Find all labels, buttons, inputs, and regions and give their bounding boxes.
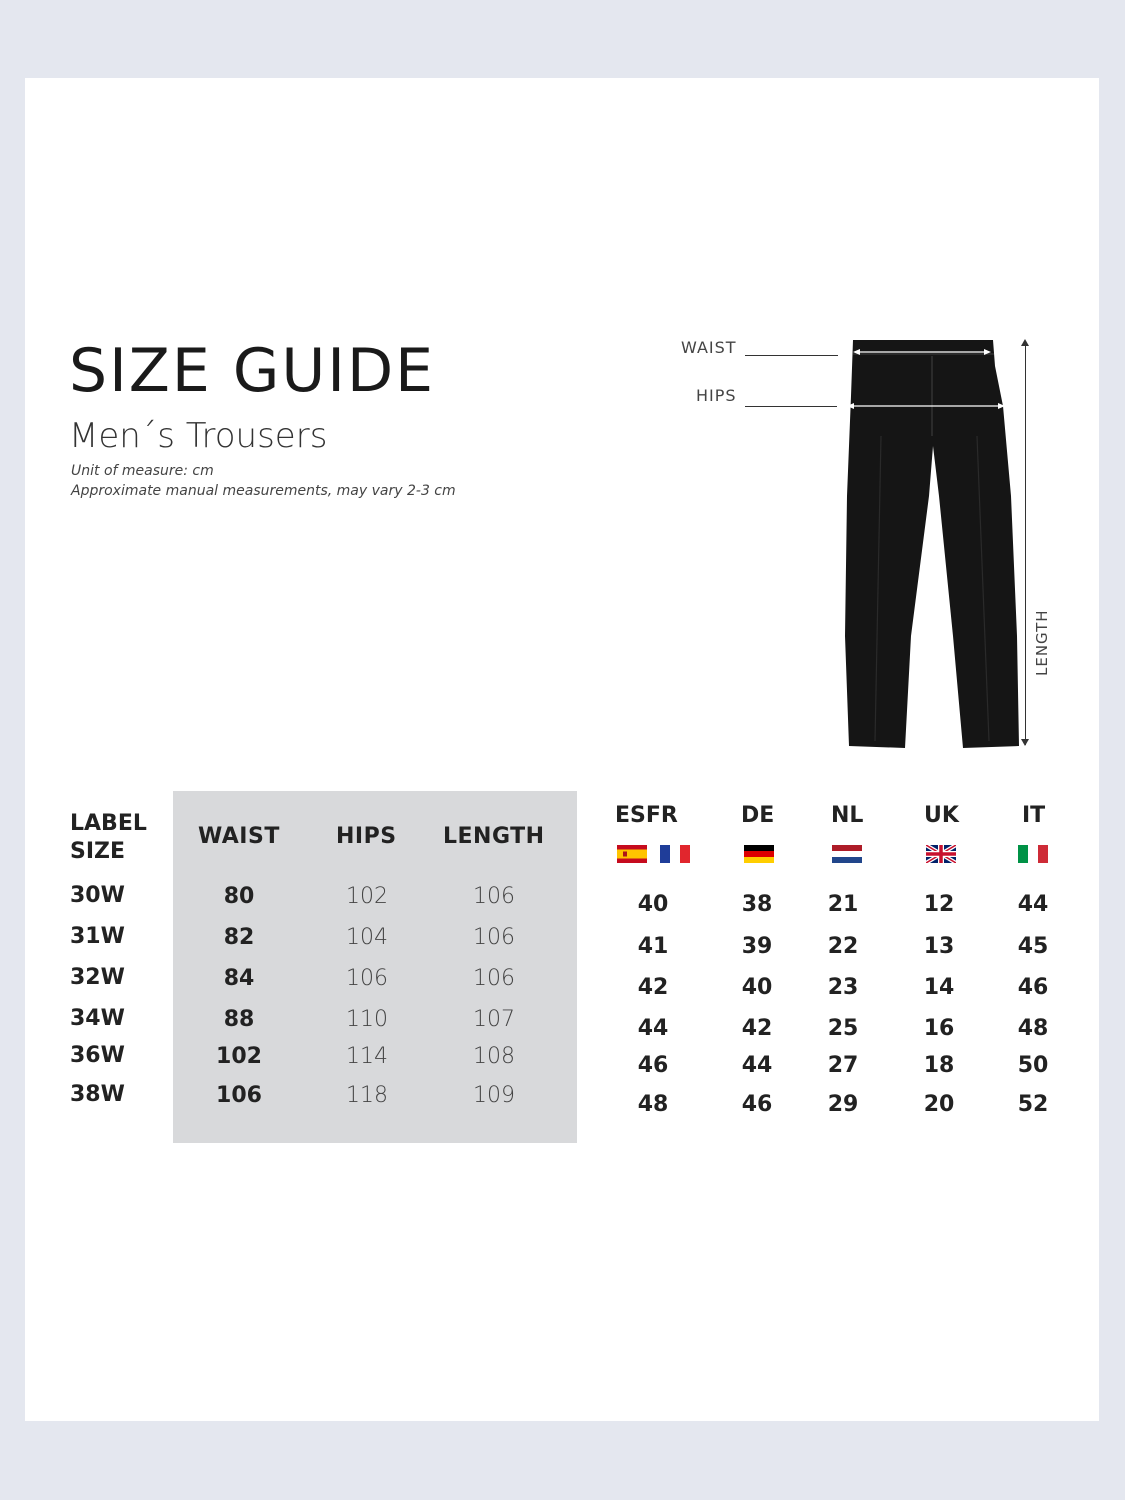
uk-flag-icon	[926, 845, 956, 863]
header-waist: WAIST	[198, 824, 280, 849]
row-label-32w: 32W	[70, 965, 125, 990]
cell-length: 106	[473, 925, 515, 950]
size-guide-card	[25, 78, 1099, 1421]
length-arrow-down-icon	[1021, 739, 1029, 746]
conv-cell-nl: 27	[827, 1053, 859, 1078]
conv-cell-de: 39	[741, 934, 773, 959]
conv-cell-esfr: 40	[637, 892, 669, 917]
cell-waist: 80	[223, 884, 255, 909]
conv-cell-it: 45	[1017, 934, 1049, 959]
conv-cell-uk: 20	[923, 1092, 955, 1117]
netherlands-flag-icon	[832, 845, 862, 863]
row-label-31w: 31W	[70, 924, 125, 949]
cell-waist: 88	[223, 1007, 255, 1032]
header-uk: UK	[924, 803, 959, 828]
cell-waist: 84	[223, 966, 255, 991]
conv-cell-it: 52	[1017, 1092, 1049, 1117]
conv-cell-de: 44	[741, 1053, 773, 1078]
header-de: DE	[741, 803, 775, 828]
page-subtitle: Men´s Trousers	[69, 416, 328, 456]
conv-cell-uk: 18	[923, 1053, 955, 1078]
row-label-36w: 36W	[70, 1043, 125, 1068]
conv-cell-nl: 25	[827, 1016, 859, 1041]
conv-cell-esfr: 48	[637, 1092, 669, 1117]
conv-cell-it: 46	[1017, 975, 1049, 1000]
unit-note: Unit of measure: cm	[71, 463, 214, 479]
hips-label: HIPS	[696, 386, 737, 405]
cell-length: 108	[473, 1044, 515, 1069]
length-label: LENGTH	[1033, 609, 1051, 676]
header-hips: HIPS	[336, 824, 397, 849]
row-label-30w: 30W	[70, 883, 125, 908]
conv-cell-esfr: 46	[637, 1053, 669, 1078]
page-title: SIZE GUIDE	[69, 336, 436, 406]
conv-cell-de: 38	[741, 892, 773, 917]
cell-length: 109	[473, 1083, 515, 1108]
waist-label: WAIST	[681, 338, 737, 357]
germany-flag-icon	[744, 845, 774, 863]
cell-waist: 82	[223, 925, 255, 950]
conv-cell-it: 44	[1017, 892, 1049, 917]
italy-flag-icon	[1018, 845, 1048, 863]
spain-flag-icon	[617, 845, 647, 863]
conv-cell-de: 42	[741, 1016, 773, 1041]
cell-hips: 118	[346, 1083, 388, 1108]
hips-leader-line	[745, 406, 837, 407]
cell-length: 106	[473, 966, 515, 991]
conv-cell-it: 48	[1017, 1016, 1049, 1041]
hips-arrow-left	[847, 403, 854, 409]
cell-hips: 102	[346, 884, 388, 909]
header-it: IT	[1022, 803, 1046, 828]
conv-cell-esfr: 44	[637, 1016, 669, 1041]
header-esfr: ESFR	[615, 803, 678, 828]
conv-cell-it: 50	[1017, 1053, 1049, 1078]
header-label-size: LABEL SIZE	[70, 811, 147, 864]
conv-cell-esfr: 41	[637, 934, 669, 959]
conv-cell-uk: 12	[923, 892, 955, 917]
length-arrow-up-icon	[1021, 339, 1029, 346]
cell-length: 107	[473, 1007, 515, 1032]
length-measure-line	[1025, 343, 1026, 745]
row-label-38w: 38W	[70, 1082, 125, 1107]
waist-leader-line	[745, 355, 838, 356]
header-nl: NL	[831, 803, 864, 828]
header-length: LENGTH	[443, 824, 545, 849]
cell-hips: 110	[346, 1007, 388, 1032]
cell-hips: 104	[346, 925, 388, 950]
conv-cell-uk: 16	[923, 1016, 955, 1041]
conv-cell-de: 40	[741, 975, 773, 1000]
cell-waist: 106	[216, 1083, 262, 1108]
trousers-image	[835, 336, 1035, 750]
row-label-34w: 34W	[70, 1006, 125, 1031]
cell-hips: 114	[346, 1044, 388, 1069]
conv-cell-uk: 13	[923, 934, 955, 959]
conv-cell-nl: 21	[827, 892, 859, 917]
conv-cell-uk: 14	[923, 975, 955, 1000]
cell-length: 106	[473, 884, 515, 909]
conv-cell-nl: 22	[827, 934, 859, 959]
cell-waist: 102	[216, 1044, 262, 1069]
approx-note: Approximate manual measurements, may vary 2-3 cm	[71, 483, 456, 499]
cell-hips: 106	[346, 966, 388, 991]
conv-cell-nl: 29	[827, 1092, 859, 1117]
conv-cell-de: 46	[741, 1092, 773, 1117]
france-flag-icon	[660, 845, 690, 863]
conv-cell-nl: 23	[827, 975, 859, 1000]
conv-cell-esfr: 42	[637, 975, 669, 1000]
